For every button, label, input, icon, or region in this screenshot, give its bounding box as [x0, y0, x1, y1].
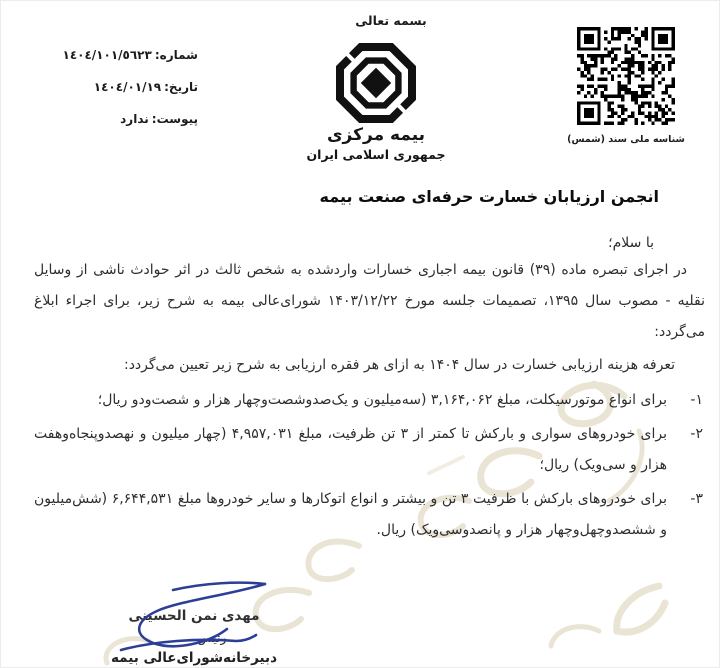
- tariff-item-1-number: ۱-: [690, 392, 703, 408]
- letter-attachment-label: پیوست:: [151, 112, 198, 126]
- tariff-intro-paragraph: تعرفه هزینه ارزیابی خسارت در سال ۱۴۰۴ به ازای هر فقره ارزیابی به شرح زیر تعیین می‌گردد:: [123, 357, 675, 373]
- central-insurance-logo-block: [294, 43, 458, 162]
- letter-meta-block: [23, 39, 198, 135]
- tariff-item-1-text: برای انواع موتورسیکلت، مبلغ ۳,۱۶۴,۰۶۲ (سه‌میلیون و یک‌صدوشصت‌وچهار هزار و شصت‌ودو ریال؛: [97, 392, 667, 408]
- signatory-organization: دبیرخانه‌شورای‌عالی بیمه: [110, 650, 277, 666]
- letter-date-row: [23, 71, 198, 103]
- tariff-item-2: [34, 419, 705, 481]
- logo-subtitle-text: جمهوری اسلامی ایران: [306, 147, 446, 162]
- letter-attachment-row: [23, 103, 198, 135]
- signatory-name: مهدی نمن الحسینی: [128, 608, 260, 624]
- tariff-item-3-number: ۳-: [690, 491, 703, 507]
- salutation-text: با سلام؛: [608, 235, 654, 251]
- signatory-title: رئیس: [197, 630, 227, 645]
- tariff-items-list: [34, 385, 705, 549]
- letter-date-label: تاریخ:: [164, 80, 198, 94]
- tariff-item-2-text: برای خودروهای سواری و بارکش تا کمتر از ۳ تن ظرفیت، مبلغ ۴,۹۵۷,۰۳۱ (چهار میلیون و نهصدوپنجاه‌وهفت هزار و سی‌ویک) ریال؛: [34, 426, 667, 473]
- tariff-item-1: [34, 385, 705, 416]
- recipient-title: انجمن ارزیابان خسارت حرفه‌ای صنعت بیمه: [319, 187, 659, 206]
- qr-caption-text: شناسه ملی سند (شمس): [567, 134, 685, 145]
- signature-block: [89, 605, 299, 668]
- logo-title-text: بیمه مرکزی: [326, 125, 426, 145]
- letter-date-value: ١٤٠٤/٠١/١٩: [93, 80, 162, 94]
- qr-code: [577, 27, 675, 125]
- tariff-item-3: [34, 484, 705, 546]
- tariff-item-3-text: برای خودروهای بارکش با ظرفیت ۳ تن و بیشتر و انواع اتوکارها و سایر خودروها مبلغ ۶,۶۴۴,۵۳۱ (شش‌میلیون و ششصدوچهل‌وچهار هزار و پانصدوسی‌ویک) ریال.: [34, 491, 668, 538]
- letter-attachment-value: ندارد: [120, 112, 149, 126]
- letter-number-row: [23, 39, 198, 71]
- document-qr-block: [556, 27, 696, 145]
- body-paragraph: در اجرای تبصره ماده (۳۹) قانون بیمه اجباری خسارات واردشده به شخص ثالث در اثر حوادث ناشی از وسایل نقلیه - مصوب سال ۱۳۹۵، تصمیمات جلسه مورخ ۱۴۰۳/۱۲/۲۲ شورای‌عالی بیمه به شرح زیر، برای اجراء ابلاغ می‌گردد:: [34, 262, 705, 340]
- letter-number-value: ١٤٠٤/١٠١/٥٦٢٣: [62, 48, 152, 62]
- bismillah-text: بسمه تعالی: [355, 13, 427, 28]
- tariff-item-2-number: ۲-: [690, 426, 703, 442]
- central-insurance-logo-icon: [336, 43, 416, 123]
- letter-number-label: شماره:: [154, 48, 198, 62]
